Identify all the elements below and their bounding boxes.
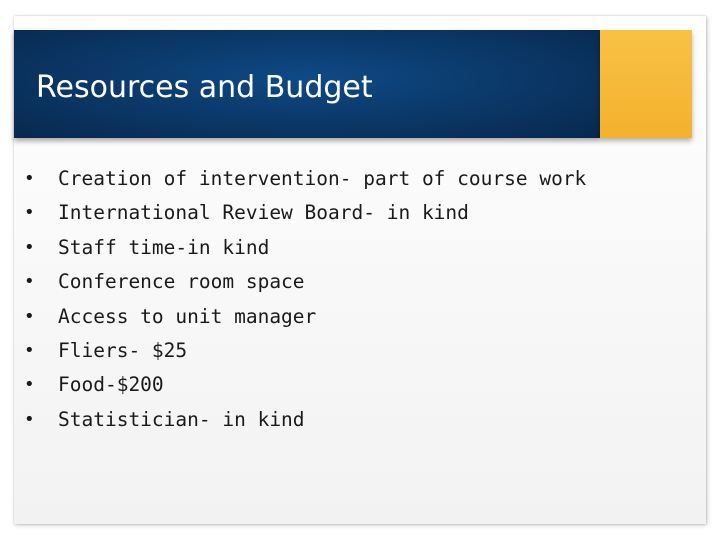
bullet-icon: • bbox=[24, 202, 35, 224]
bullet-text: Fliers- $25 bbox=[58, 338, 188, 362]
bullet-text: International Review Board- in kind bbox=[58, 201, 469, 225]
bullet-icon: • bbox=[24, 236, 35, 258]
bullet-text: Staff time-in kind bbox=[58, 235, 270, 259]
bullet-text: Access to unit manager bbox=[58, 304, 317, 328]
slide-title: Resources and Budget bbox=[36, 70, 373, 105]
bullet-text: Statistician- in kind bbox=[58, 407, 305, 431]
accent-bar bbox=[600, 30, 692, 138]
bullet-text: Conference room space bbox=[58, 270, 305, 294]
bullet-icon: • bbox=[24, 339, 35, 361]
bullet-icon: • bbox=[24, 271, 35, 293]
bullet-text: Food-$200 bbox=[58, 373, 164, 397]
bullet-text: Creation of intervention- part of course work bbox=[58, 167, 587, 190]
bullet-icon: • bbox=[24, 168, 35, 189]
bullet-icon: • bbox=[24, 305, 35, 327]
bullet-icon: • bbox=[24, 408, 35, 430]
bullet-icon: • bbox=[24, 374, 35, 396]
